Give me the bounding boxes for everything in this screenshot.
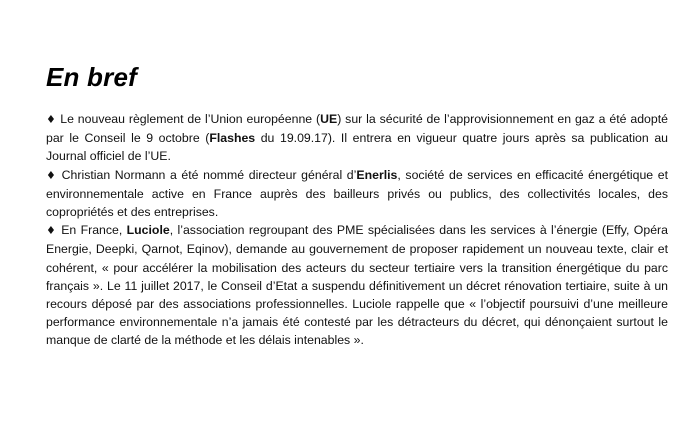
item-text: En France, [61,223,127,238]
item-text: ) sur la sécurité de l’approvisionnement en gaz a été adopté par le Conseil le 9 octobre ( [46,112,668,146]
item-text: Le nouveau règlement de l’Union européenne ( [60,112,321,126]
diamond-bullet-icon: ♦ [46,168,58,182]
item-bold-text: Enerlis [356,167,398,182]
item-text: , société de services en efficacité énergétique et environnementale active en France auprès des bailleurs privés ou publics, des collectivités locales, des copropriétés et des entreprises. [46,167,668,220]
list-item [46,166,668,222]
page-title: En bref [46,62,137,92]
item-bold-text: Flashes [209,131,256,146]
diamond-bullet-icon: ♦ [46,224,57,238]
list-item [46,221,668,349]
list-item [46,110,668,166]
item-text: , l’association regroupant des PME spécialisées dans les services à l’énergie (Effy, Opéra Energie, Deepki, Qarnot, Eqinov), demande au gouvernement de proposer rapidement un nouveau texte, clair et cohérent, « pour accélérer la mobilisation des acteurs du secteur tertiaire vers la transition énergétique du parc français ». Le 11 juillet 2017, le Conseil d’Etat a suspendu définitivement un décret rénovation tertiaire, suite à un recours déposé par des associations professionnelles. Luciole rappelle que « l’objectif poursuivi d’une meilleure performance environnementale n’a jamais été contesté par les détracteurs du décret, qui dénonçaient surtout le manque de clarté de la méthode et les délais intenables ». [46,223,668,348]
news-items-list [46,110,668,350]
item-bold-text: Luciole [126,223,170,238]
item-text: Christian Normann a été nommé directeur général d’ [61,167,357,182]
item-text: du 19.09.17). Il entrera en vigueur quatre jours après sa publication au Journal officiel de l’UE. [46,131,668,164]
diamond-bullet-icon: ♦ [46,113,57,126]
item-bold-text: UE [320,112,338,126]
